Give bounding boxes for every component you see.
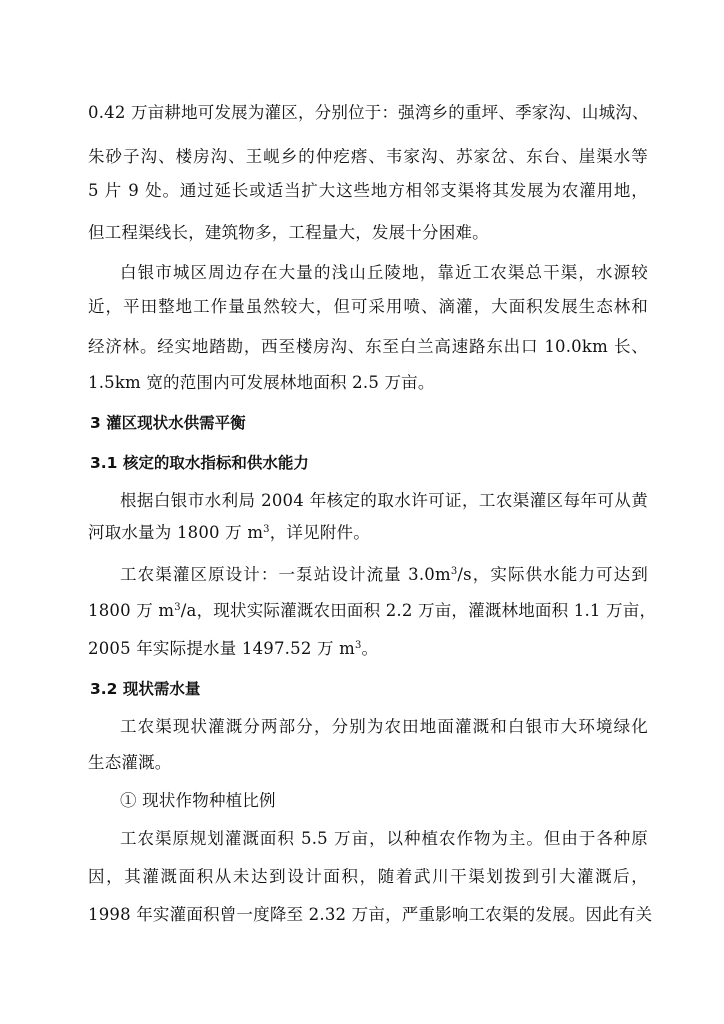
paragraph-1-line-4: 但工程渠线长，建筑物多，工程量大，发展十分困难。 <box>88 223 489 242</box>
superscript-3: 3 <box>263 524 270 535</box>
paragraph-4-line-3 <box>88 638 648 660</box>
section-3-2-heading: 3.2 现状需水量 <box>90 680 201 698</box>
section-3-heading: 3 灌区现状水供需平衡 <box>90 414 246 432</box>
paragraph-2-line-1: 白银市城区周边存在大量的浅山丘陵地，靠近工农渠总干渠，水源较 <box>120 263 648 282</box>
paragraph-3-line-2 <box>88 522 648 544</box>
paragraph-5-line-1: 工农渠现状灌溉分两部分，分别为农田地面灌溉和白银市大环境绿化 <box>120 717 648 736</box>
superscript-3: 3 <box>174 602 181 613</box>
paragraph-2-line-2: 近，平田整地工作量虽然较大，但可采用喷、滴灌，大面积发展生态林和 <box>88 297 648 316</box>
paragraph-4-line-1-a: 工农渠灌区原设计：一泵站设计流量 3.0m <box>120 565 451 584</box>
paragraph-4-line-3-b: 。 <box>361 639 379 658</box>
paragraph-3-line-2-tail: ，详见附件。 <box>269 523 370 542</box>
paragraph-3-line-2-text: 河取水量为 1800 万 m <box>88 523 264 542</box>
superscript-3: 3 <box>450 566 458 577</box>
list-item-1: ① 现状作物种植比例 <box>120 791 276 810</box>
paragraph-1-line-1: 0.42 万亩耕地可发展为灌区，分别位于：强湾乡的重坪、季家沟、山城沟、 <box>88 103 649 122</box>
paragraph-2-line-3: 经济林。经实地踏勘，西至楼房沟、东至白兰高速路东出口 10.0km 长、 <box>88 337 648 356</box>
paragraph-1-line-2: 朱砂子沟、楼房沟、王岘乡的仲疙瘩、韦家沟、苏家岔、东台、崖渠水等 <box>88 147 648 166</box>
section-3-1-heading: 3.1 核定的取水指标和供水能力 <box>90 454 309 472</box>
paragraph-2-line-4: 1.5km 宽的范围内可发展林地面积 2.5 万亩。 <box>88 373 435 392</box>
paragraph-4-line-1-b: /s，实际供水能力可达到 <box>457 565 648 584</box>
paragraph-6-line-2: 因，其灌溉面积从未达到设计面积，随着武川干渠划拨到引大灌溉后， <box>88 867 648 886</box>
paragraph-4-line-2 <box>88 600 657 622</box>
paragraph-4-line-3-a: 2005 年实际提水量 1497.52 万 m <box>88 639 355 658</box>
paragraph-4-line-2-a: 1800 万 m <box>88 601 175 620</box>
paragraph-6-line-1: 工农渠原规划灌溉面积 5.5 万亩，以种植农作物为主。但由于各种原 <box>120 829 648 848</box>
paragraph-6-line-3: 1998 年实灌面积曾一度降至 2.32 万亩，严重影响工农渠的发展。因此有关 <box>88 905 653 924</box>
paragraph-5-line-2: 生态灌溉。 <box>88 753 172 772</box>
paragraph-1-line-3: 5 片 9 处。通过延长或适当扩大这些地方相邻支渠将其发展为农灌用地， <box>88 181 648 200</box>
paragraph-4-line-2-b: /a，现状实际灌溉农田面积 2.2 万亩，灌溉林地面积 1.1 万亩， <box>180 601 657 620</box>
paragraph-4-line-1 <box>120 564 648 586</box>
superscript-3: 3 <box>354 640 362 651</box>
paragraph-3-line-1: 根据白银市水利局 2004 年核定的取水许可证，工农渠灌区每年可从黄 <box>120 491 648 510</box>
